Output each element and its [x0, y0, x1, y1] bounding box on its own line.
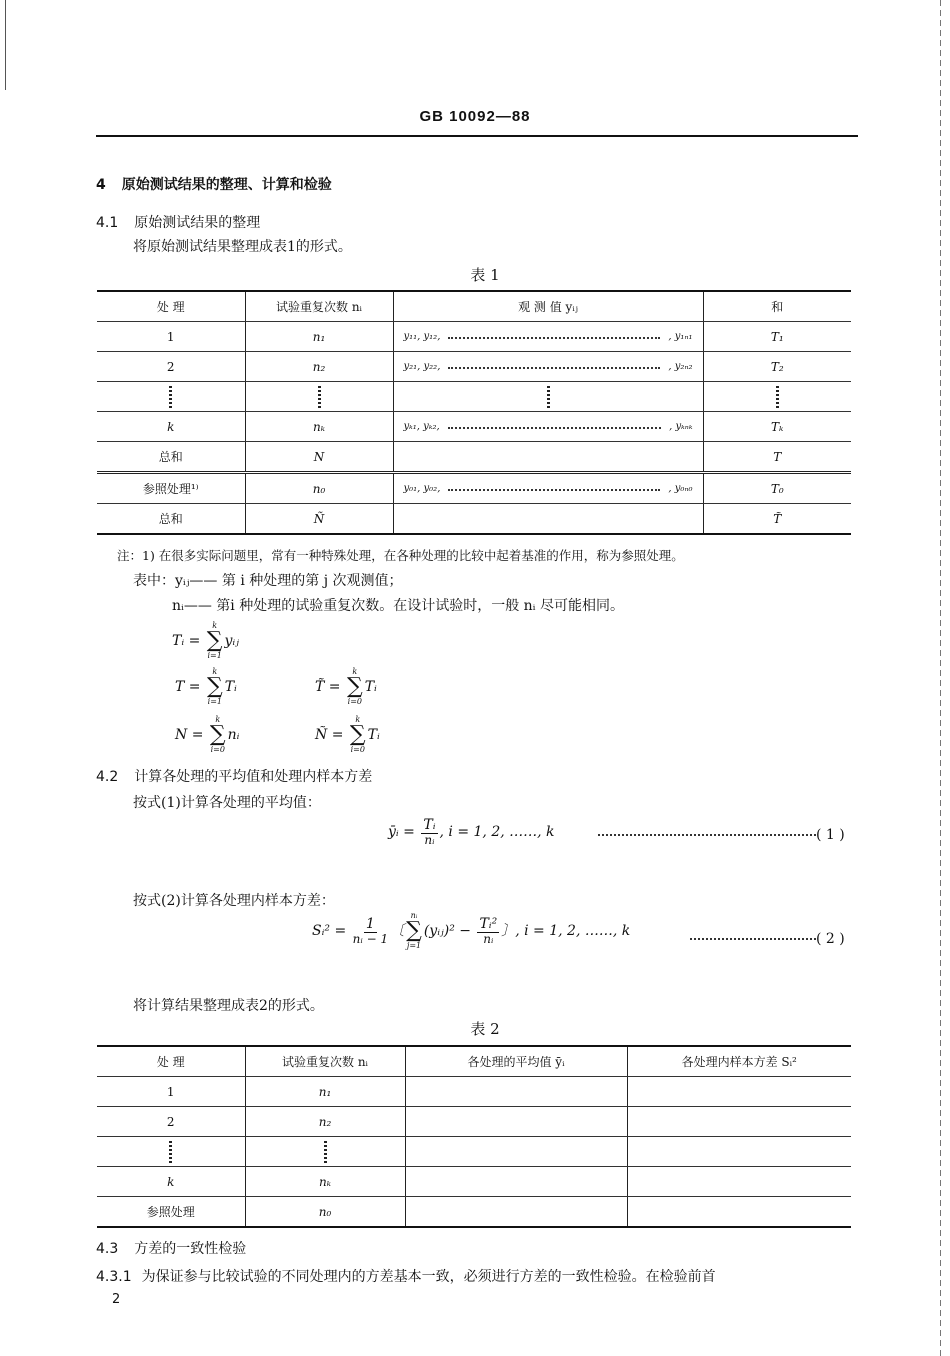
header-cell: 各处理内样本方差 Sᵢ² — [627, 1046, 851, 1077]
observations-cell — [393, 504, 703, 535]
summation-icon: nᵢ ∑ j=1 — [406, 911, 422, 950]
summation-icon: k ∑ i=0 — [349, 715, 366, 754]
table-1 — [97, 290, 851, 535]
treatment-cell: 2 — [97, 1107, 245, 1137]
section-number: 4.3 — [96, 1241, 119, 1257]
table-row-reference — [97, 1197, 851, 1228]
obs-last: , y₁ₙ₁ — [668, 330, 693, 342]
header-rule — [96, 135, 858, 137]
reps-cell: n₂ — [245, 1107, 405, 1137]
fraction — [421, 818, 437, 846]
table-2 — [97, 1045, 851, 1228]
table-row — [97, 1167, 851, 1197]
formula-N — [175, 716, 239, 754]
obs-last: , y₂ₙ₂ — [668, 360, 693, 372]
header-cell: 试验重复次数 nᵢ — [245, 1046, 405, 1077]
equation-number: ( 2 ) — [816, 931, 845, 947]
header-cell: 各处理的平均值 ȳᵢ — [405, 1046, 627, 1077]
equation-1 — [388, 818, 555, 846]
section-4-2-heading — [96, 766, 372, 786]
table-row — [97, 322, 851, 352]
vertical-ellipsis — [97, 382, 245, 412]
table-header-row — [97, 291, 851, 322]
formula-lhs: Sᵢ² = — [312, 923, 347, 939]
treatment-cell: k — [97, 1167, 245, 1197]
reps-cell: n₂ — [245, 352, 393, 382]
lower-limit: i=0 — [210, 745, 225, 754]
fraction — [353, 917, 388, 945]
sum-cell: T₂ — [703, 352, 851, 382]
obs-last: , yₖₙₖ — [669, 420, 693, 432]
vertical-dots-icon — [169, 386, 172, 408]
sum-cell: T₁ — [703, 322, 851, 352]
section-number: 4.3.1 — [96, 1269, 132, 1285]
vertical-dots-icon — [324, 1141, 327, 1163]
scan-edge-left — [5, 0, 6, 90]
formula-T-tilde — [315, 668, 377, 706]
vertical-ellipsis — [393, 382, 703, 412]
reps-cell: nₖ — [245, 1167, 405, 1197]
bracket-close: 〕 — [501, 923, 516, 939]
obs-first: y₂₁, y₂₂, — [403, 360, 441, 372]
summation-icon: k ∑ i=0 — [209, 715, 226, 754]
equation-2 — [312, 912, 630, 950]
legend-y: yᵢⱼ—— 第 i 种处理的第 j 次观测值； — [175, 573, 403, 589]
sum-cell: Tₖ — [703, 412, 851, 442]
equation-2-number — [690, 931, 845, 947]
vertical-dots-icon — [776, 386, 779, 408]
variance-cell — [627, 1077, 851, 1107]
header-cell: 处 理 — [97, 291, 245, 322]
section-4-3-1-paragraph — [96, 1266, 716, 1286]
treatment-cell: 总和 — [97, 442, 245, 473]
reps-cell: Ñ — [245, 504, 393, 535]
treatment-cell: 参照处理 — [97, 1197, 245, 1228]
dotted-leader — [448, 361, 660, 369]
formula-term: (yᵢⱼ)² − — [423, 923, 471, 939]
treatment-cell: 总和 — [97, 504, 245, 535]
lower-limit: j=1 — [406, 941, 422, 950]
fraction — [477, 917, 499, 945]
observations-cell — [393, 412, 703, 442]
vertical-dots-icon — [169, 1141, 172, 1163]
formula-N-tilde — [315, 716, 380, 754]
formula-rest: , i = 1, 2, ……, k — [439, 824, 555, 841]
table-row — [97, 1107, 851, 1137]
paragraph: 按式(2)计算各处理内样本方差： — [133, 893, 335, 909]
summation-icon: k ∑ i=1 — [206, 621, 223, 660]
vertical-ellipsis — [703, 382, 851, 412]
obs-first: yₖ₁, yₖ₂, — [403, 420, 440, 432]
header-cell: 观 测 值 yᵢⱼ — [393, 291, 703, 322]
formula-Ti — [172, 622, 239, 660]
table-row-grand-total — [97, 504, 851, 535]
header-cell: 试验重复次数 nᵢ — [245, 291, 393, 322]
denominator: nᵢ — [424, 832, 435, 847]
upper-limit: k — [352, 667, 358, 676]
variance-cell — [627, 1197, 851, 1228]
mean-cell — [405, 1197, 627, 1228]
page-number: 2 — [112, 1292, 121, 1307]
treatment-cell: 参照处理¹⁾ — [97, 473, 245, 504]
table-row-reference — [97, 473, 851, 504]
formula-lhs: T = — [175, 679, 201, 695]
table-1-caption: 表 1 — [470, 266, 500, 284]
obs-first: y₁₁, y₁₂, — [403, 330, 441, 342]
reps-cell: n₀ — [245, 473, 393, 504]
section-number: 4 — [96, 177, 106, 193]
treatment-cell: 2 — [97, 352, 245, 382]
obs-first: y₀₁, y₀₂, — [403, 482, 441, 494]
table-row — [97, 1077, 851, 1107]
mean-cell — [405, 1107, 627, 1137]
legend-prefix: 表中： — [133, 573, 175, 589]
dotted-leader — [448, 421, 661, 429]
treatment-cell: 1 — [97, 322, 245, 352]
section-title: 原始测试结果的整理、计算和检验 — [121, 177, 332, 193]
paragraph-text: 为保证参与比较试验的不同处理内的方差基本一致，必须进行方差的一致性检验。在检验前首 — [141, 1269, 716, 1285]
dotted-leader — [448, 331, 660, 339]
section-title: 方差的一致性检验 — [134, 1241, 247, 1257]
table-row-ellipsis — [97, 382, 851, 412]
legend-line — [133, 570, 403, 590]
denominator: nᵢ − 1 — [352, 931, 389, 946]
paragraph: 将计算结果整理成表2的形式。 — [133, 998, 324, 1014]
table-row — [97, 412, 851, 442]
observations-cell — [393, 473, 703, 504]
formula-rest: , i = 1, 2, ……, k — [515, 923, 631, 939]
section-title: 原始测试结果的整理 — [134, 215, 261, 231]
vertical-ellipsis — [245, 382, 393, 412]
equation-1-number — [598, 827, 845, 843]
section-number: 4.1 — [96, 215, 119, 231]
mean-cell — [405, 1167, 627, 1197]
formula-term: yᵢⱼ — [224, 633, 239, 649]
treatment-cell: 1 — [97, 1077, 245, 1107]
scan-edge-right — [940, 0, 941, 1356]
table-header-row — [97, 1046, 851, 1077]
formula-lhs: Tᵢ = — [172, 633, 201, 649]
upper-limit: k — [215, 715, 221, 724]
section-4-heading — [96, 174, 332, 194]
reps-cell: N — [245, 442, 393, 473]
section-4-1-heading — [96, 212, 260, 232]
variance-cell — [627, 1137, 851, 1167]
observations-cell — [393, 322, 703, 352]
dotted-leader — [598, 834, 816, 836]
sum-cell: T₀ — [703, 473, 851, 504]
upper-limit: nᵢ — [410, 911, 418, 920]
obs-last: , y₀ₙ₀ — [668, 482, 693, 494]
observations-cell — [393, 352, 703, 382]
formula-term: nᵢ — [227, 727, 240, 743]
variance-cell — [627, 1167, 851, 1197]
numerator: Tᵢ — [423, 817, 436, 833]
formula-term: Tᵢ — [224, 679, 237, 695]
vertical-dots-icon — [318, 386, 321, 408]
lower-limit: i=1 — [207, 697, 223, 706]
table-row-ellipsis — [97, 1137, 851, 1167]
equation-number: ( 1 ) — [816, 827, 845, 843]
formula-lhs: N = — [175, 727, 204, 743]
table-footnote: 注：1) 在很多实际问题里，常有一种特殊处理，在各种处理的比较中起着基准的作用，称为参照处理。 — [117, 548, 684, 563]
table-2-caption: 表 2 — [470, 1020, 500, 1038]
formula-lhs: Ñ = — [315, 727, 344, 743]
upper-limit: k — [355, 715, 361, 724]
header-cell: 处 理 — [97, 1046, 245, 1077]
denominator: nᵢ — [483, 931, 494, 946]
mean-cell — [405, 1077, 627, 1107]
vertical-dots-icon — [547, 386, 550, 408]
upper-limit: k — [212, 667, 218, 676]
header-cell: 和 — [703, 291, 851, 322]
formula-term: Tᵢ — [367, 727, 380, 743]
formula-lhs: ȳᵢ = — [388, 824, 415, 841]
formula-term: Tᵢ — [364, 679, 377, 695]
reps-cell: n₁ — [245, 1077, 405, 1107]
dotted-leader — [448, 483, 660, 491]
summation-icon: k ∑ i=1 — [206, 667, 223, 706]
formula-T — [175, 668, 237, 706]
summation-icon: k ∑ i=0 — [346, 667, 363, 706]
paragraph: 将原始测试结果整理成表1的形式。 — [133, 239, 352, 255]
bracket-open: 〔 — [390, 923, 405, 939]
lower-limit: i=0 — [350, 745, 365, 754]
vertical-ellipsis — [245, 1137, 405, 1167]
table-row-total — [97, 442, 851, 473]
reps-cell: nₖ — [245, 412, 393, 442]
table-row — [97, 352, 851, 382]
dotted-leader — [690, 938, 816, 940]
paragraph: 按式(1)计算各处理的平均值： — [133, 795, 321, 811]
numerator: 1 — [365, 915, 375, 932]
upper-limit: k — [212, 621, 218, 630]
section-4-3-heading — [96, 1238, 246, 1258]
section-title: 计算各处理的平均值和处理内样本方差 — [134, 769, 373, 785]
mean-cell — [405, 1137, 627, 1167]
section-number: 4.2 — [96, 769, 119, 785]
standard-number-header: GB 10092—88 — [419, 108, 531, 125]
numerator: Tᵢ² — [479, 915, 498, 932]
treatment-cell: k — [97, 412, 245, 442]
vertical-ellipsis — [97, 1137, 245, 1167]
lower-limit: i=1 — [207, 651, 222, 660]
sum-cell: T̃ — [703, 504, 851, 535]
lower-limit: i=0 — [347, 697, 363, 706]
sum-cell: T — [703, 442, 851, 473]
reps-cell: n₁ — [245, 322, 393, 352]
variance-cell — [627, 1107, 851, 1137]
formula-lhs: T̃ = — [315, 679, 341, 695]
observations-cell — [393, 442, 703, 473]
reps-cell: n₀ — [245, 1197, 405, 1228]
legend-n: nᵢ—— 第i 种处理的试验重复次数。在设计试验时，一般 nᵢ 尽可能相同。 — [172, 598, 624, 614]
